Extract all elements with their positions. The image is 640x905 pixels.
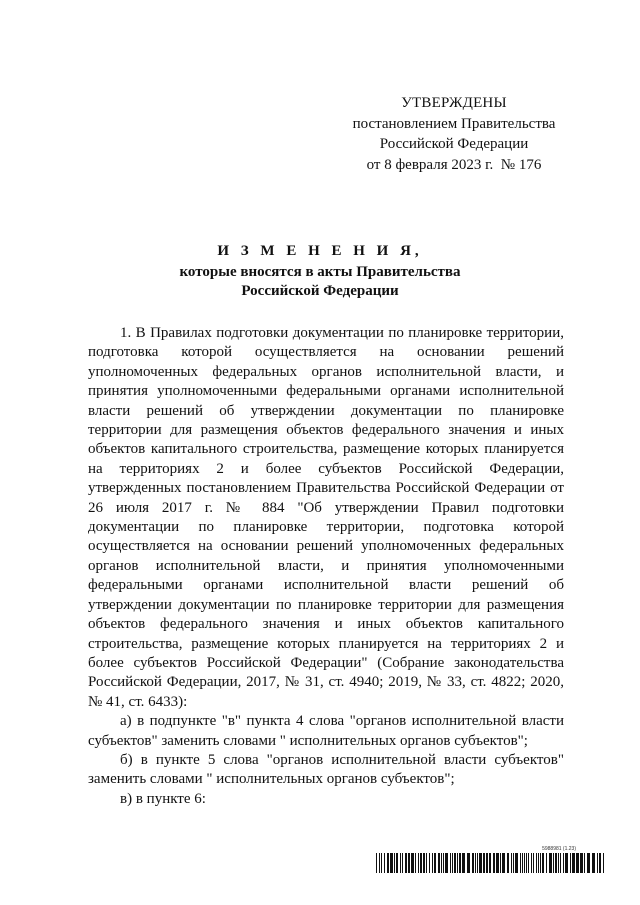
barcode-icon <box>376 853 606 873</box>
subparagraph-c: в) в пункте 6: <box>120 790 206 807</box>
subtitle-line: Российской Федерации <box>241 283 399 299</box>
subparagraph-a: а) в подпункте "в" пункта 4 слова "органов исполнительной власти субъектов" заменить словами " исполнительных органов субъектов"; <box>88 713 564 749</box>
subparagraph-b: б) в пункте 5 слова "органов исполнительной власти субъектов" заменить словами " исполнительных органов субъектов"; <box>88 751 564 788</box>
document-title: И З М Е Н Е Н И Я, <box>217 243 423 259</box>
approval-line: Российской Федерации <box>379 136 529 152</box>
approval-block <box>338 93 570 175</box>
subtitle-line: которые вносятся в акты Правительства <box>179 264 461 280</box>
approval-line: постановлением Правительства <box>352 115 556 132</box>
document-subtitle <box>60 263 580 301</box>
approval-date: от 8 февраля 2023 г. № 176 <box>366 156 542 173</box>
paragraph-1: 1. В Правилах подготовки документации по планировке территории, подготовка которой осуществляется на основании решений уполномоченных федеральных органов исполнительной власти, и принятия уполномоченными федеральными органами исполнительной власти решений об утверждении документации по планировке территории для размещения объектов федерального значения и иных объектов капитального строительства, размещение которых планируется на территориях 2 и более субъектов Российской Федерации, утвержденных постановлением Правительства Российской Федерации от 26 июля 2017 г. № 884 "Об утверждении Правил подготовки документации по планировке территории, подготовка которой осуществляется на основании решений уполномоченных федеральных органов исполнительной власти, и принятия уполномоченными федеральными органами исполнительной власти решений об утверждении документации по планировке территории для размещения объектов федерального значения и иных объектов капитального строительства, размещение которых планируется на территориях 2 и более субъектов Российской Федерации" (Собрание законодательства Российской Федерации, 2017, № 31, ст. 4940; 2019, № 33, ст. 4822; 2020, № 41, ст. 6433): <box>88 325 564 710</box>
document-body <box>88 324 564 809</box>
document-stamp: 5988981 (1.23) <box>542 846 576 852</box>
approval-heading: УТВЕРЖДЕНЫ <box>401 95 507 111</box>
